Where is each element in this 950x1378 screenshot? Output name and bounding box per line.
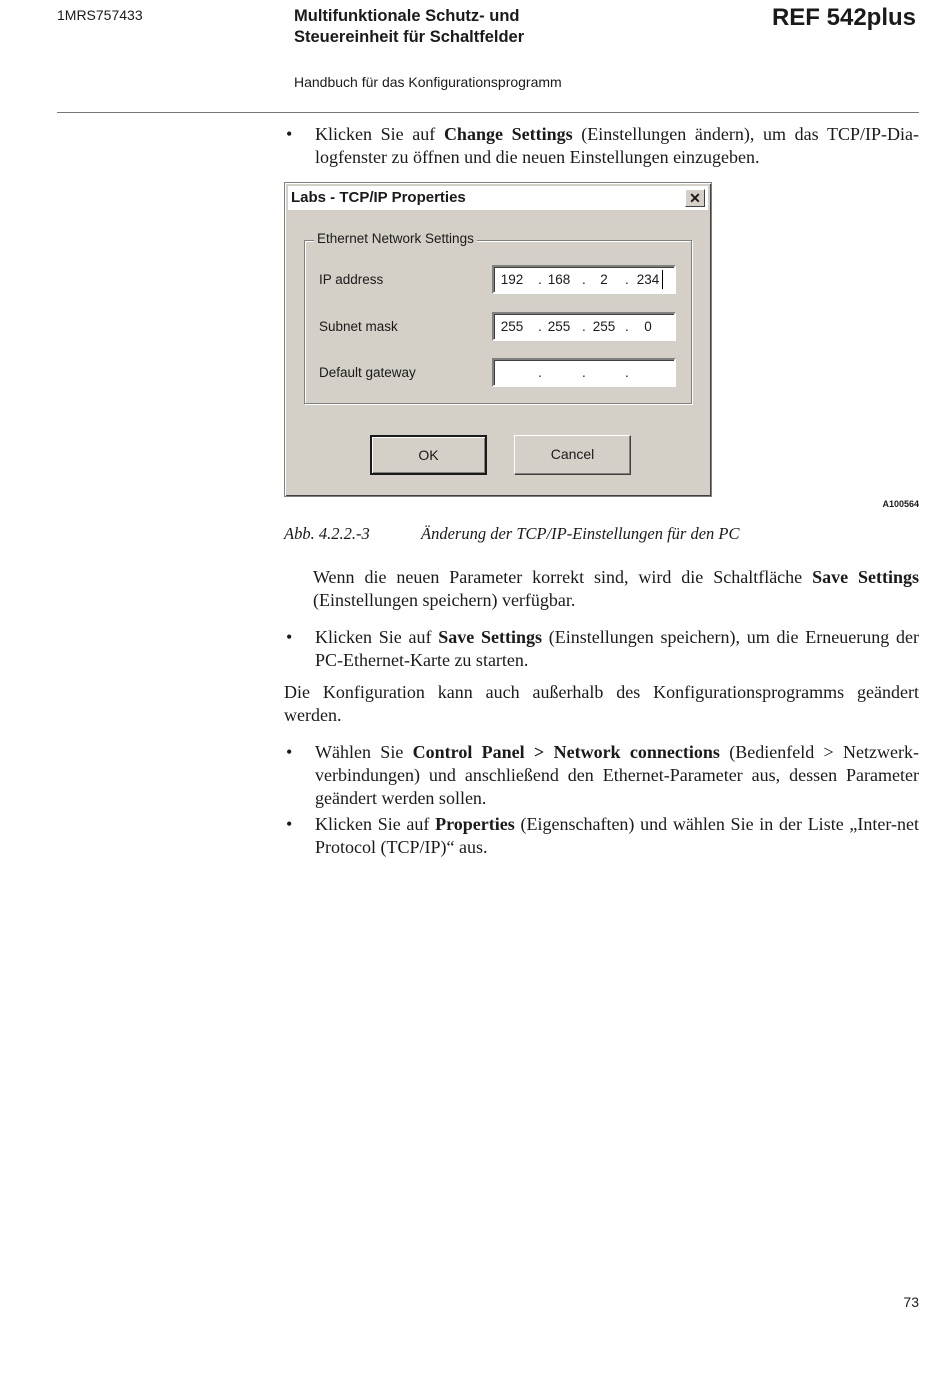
figure-id: A100564 — [882, 499, 919, 509]
tcpip-properties-dialog — [284, 182, 712, 497]
ip-octet-1: 192 — [500, 272, 524, 287]
subnet-mask-input[interactable] — [492, 312, 676, 341]
bullet: • — [286, 742, 293, 762]
product-name: REF 542plus — [771, 4, 916, 31]
step-text-post: (Einstellungen speichern), um die Erneuerung der PC-Ethernet-Karte zu starten. — [315, 627, 920, 670]
default-gateway-label: Default gateway — [319, 365, 416, 380]
document-title — [294, 6, 524, 48]
dialog-title: Labs - TCP/IP Properties — [291, 189, 466, 206]
step-text-pre: Wählen Sie — [315, 742, 413, 762]
ethernet-settings-group — [304, 231, 692, 404]
ip-dot: . — [625, 272, 629, 287]
subnet-octet-2: 255 — [547, 319, 571, 334]
paragraph-save-available — [313, 566, 919, 612]
subnet-dot: . — [625, 319, 629, 334]
step-change-settings — [286, 123, 919, 169]
gateway-dot: . — [582, 365, 586, 380]
subnet-mask-label: Subnet mask — [319, 319, 398, 334]
para-text-post: (Einstellungen speichern) verfügbar. — [313, 590, 576, 610]
ip-octet-2: 168 — [547, 272, 571, 287]
paragraph-external-config: Die Konfiguration kann auch außerhalb des Konfigurationsprogramms geändert werden. — [284, 682, 919, 725]
para-text-pre: Wenn die neuen Parameter korrekt sind, wird die Schaltfläche — [313, 567, 813, 587]
step-text-bold: Properties — [435, 814, 515, 834]
subnet-octet-4: 0 — [644, 319, 652, 334]
ip-dot: . — [538, 272, 542, 287]
document-subtitle: Handbuch für das Konfigurationsprogramm — [294, 74, 562, 90]
subnet-dot: . — [538, 319, 542, 334]
bullet: • — [286, 814, 293, 834]
default-gateway-input[interactable] — [492, 358, 676, 387]
header-divider — [57, 112, 919, 113]
ok-button[interactable]: OK — [370, 435, 487, 475]
cancel-button[interactable]: Cancel — [514, 435, 631, 475]
step-control-panel — [286, 741, 920, 810]
ip-octet-4: 234 — [636, 272, 660, 287]
step-save-settings — [286, 626, 920, 672]
figure-number: Abb. 4.2.2.-3 — [284, 524, 370, 543]
step-text-post: (Bedienfeld > Netzwerk-verbindungen) und anschließend den Ethernet-Parameter aus, dessen Parameter geändert werden sollen. — [315, 742, 920, 808]
subnet-octet-1: 255 — [500, 319, 524, 334]
step-text-bold: Change Settings — [443, 124, 573, 144]
figure-caption: Änderung der TCP/IP-Einstellungen für den PC — [421, 524, 740, 543]
para-text-bold: Save Settings — [812, 567, 919, 587]
subnet-dot: . — [582, 319, 586, 334]
document-title-line2: Steuereinheit für Schaltfelder — [294, 28, 525, 46]
ip-dot: . — [582, 272, 586, 287]
ip-octet-3: 2 — [600, 272, 608, 287]
page-number: 73 — [903, 1294, 919, 1310]
gateway-dot: . — [625, 365, 629, 380]
step-text-post: (Eigenschaften) und wählen Sie in der Liste „Inter-net Protocol (TCP/IP)“ aus. — [315, 814, 919, 857]
subnet-octet-3: 255 — [592, 319, 616, 334]
step-text-pre: Klicken Sie auf — [315, 124, 444, 144]
document-title-line1: Multifunktionale Schutz- und — [294, 7, 520, 25]
group-label: Ethernet Network Settings — [314, 231, 477, 246]
text-caret — [662, 270, 663, 289]
bullet: • — [286, 627, 293, 647]
close-icon[interactable]: ✕ — [685, 189, 705, 207]
step-text-post: (Einstellungen ändern), um das TCP/IP-Dia-logfenster zu öffnen und die neuen Einstellungen einzugeben. — [315, 124, 919, 167]
document-id: 1MRS757433 — [57, 7, 143, 23]
step-text-bold: Save Settings — [438, 627, 543, 647]
bullet: • — [286, 124, 293, 144]
step-text-bold: Control Panel > Network connections — [412, 742, 720, 762]
ip-address-label: IP address — [319, 272, 384, 287]
step-properties — [286, 813, 919, 859]
step-text-pre: Klicken Sie auf — [315, 814, 436, 834]
dialog-titlebar — [288, 186, 708, 211]
step-text-pre: Klicken Sie auf — [315, 627, 439, 647]
ip-address-input[interactable] — [492, 265, 676, 294]
gateway-dot: . — [538, 365, 542, 380]
